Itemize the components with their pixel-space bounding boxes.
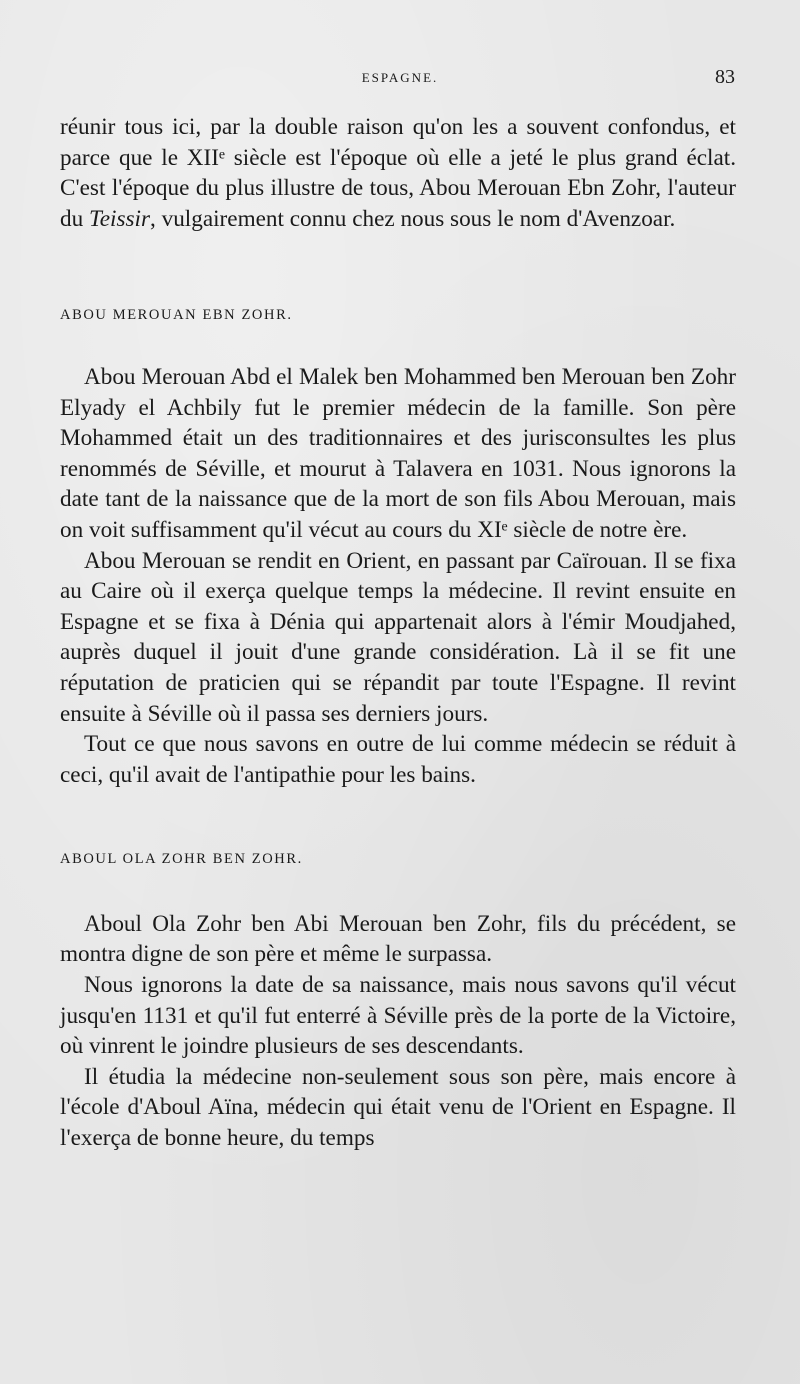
section-title-abou-merouan: ABOU MEROUAN EBN ZOHR. [60,307,293,324]
section-title-aboul-ola: ABOUL OLA ZOHR BEN ZOHR. [60,851,303,868]
running-head: ESPAGNE. [361,70,439,85]
paragraph-s2-3: Il étudia la médecine non-seulement sous son père, mais encore à l'école d'Aboul Aïna, médecin qui était venu de l'Orient en Espagne. Il l'exerça de bonne heure, du temps [60,1063,736,1152]
paragraph-s1-1: Abou Merouan Abd el Malek ben Mohammed ben Merouan ben Zohr Elyady el Achbily fut le premier médecin de la famille. Son père Mohammed était un des traditionnaires et des jurisconsultes les plus renommés de Séville, et mourut à Talavera en 1031. Nous ignorons la date tant de la naissance que de la mort de son fils Abou Merouan, mais on voit suffisamment qu'il vécut au cours du XIᵉ siècle de notre ère. [60,363,736,543]
paragraph-s2-2: Nous ignorons la date de sa naissance, mais nous savons qu'il vécut jusqu'en 1131 et qu'il fut enterré à Séville près de la porte de la Victoire, où vinrent le joindre plusieurs de ses descendants. [60,972,736,1060]
page-body [60,112,736,1154]
page-number: 83 [715,66,735,88]
paragraph-s2-1: Aboul Ola Zohr ben Abi Merouan ben Zohr, fils du précédent, se montra digne de son père et même le surpassa. [60,910,736,968]
intro-text-b: , vulgairement connu chez nous sous le nom d'Avenzoar. [150,205,676,232]
page-header [0,66,800,96]
paragraph-s1-2: Abou Merouan se rendit en Orient, en passant par Caïrouan. Il se fixa au Caire où il exerça quelque temps la médecine. Il revint ensuite en Espagne et se fixa à Dénia qui appartenait alors à l'émir Moudjahed, auprès duquel il jouit d'une grande considération. Là il se fit une réputation de praticien qui se répandit par toute l'Espagne. Il revint ensuite à Séville où il passa ses derniers jours. [60,547,736,727]
intro-text-italic: Teissir [88,205,150,232]
intro-text-a: réunir tous ici, par la double raison qu'on les a souvent confondus, et parce que le XIIᵉ siècle est l'époque où elle a jeté le plus grand éclat. C'est l'époque du plus illustre de tous, Abou Merouan Ebn Zohr, l'auteur du [60,114,736,232]
intro-paragraph [60,112,736,234]
paragraph-s1-3: Tout ce que nous savons en outre de lui comme médecin se réduit à ceci, qu'il avait de l'antipathie pour les bains. [60,731,736,788]
